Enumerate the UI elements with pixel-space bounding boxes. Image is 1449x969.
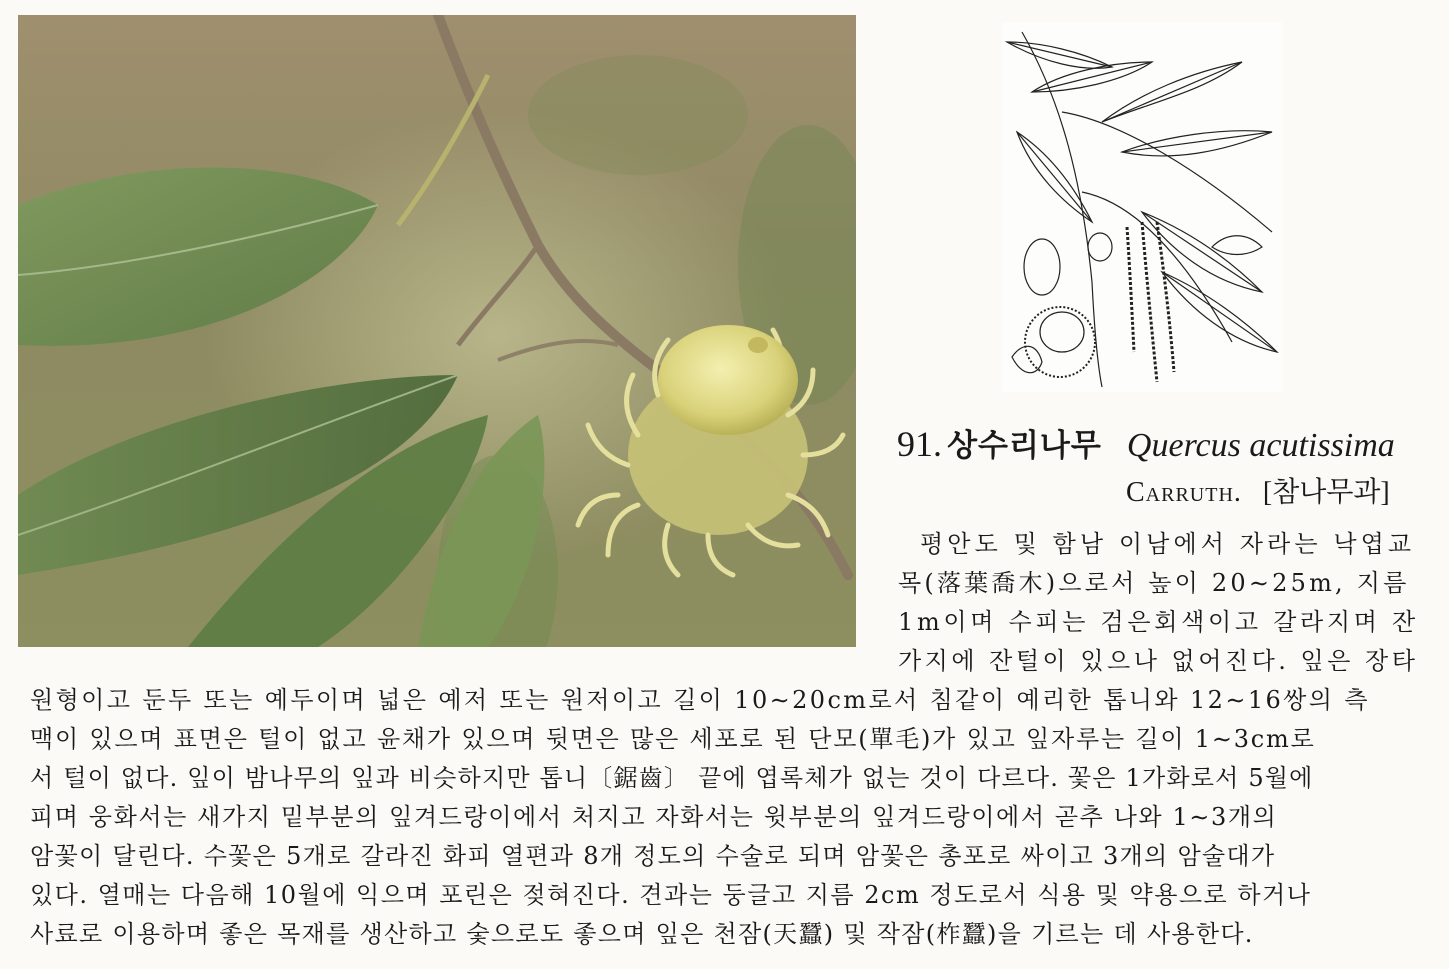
drawing-illustration [1002, 22, 1282, 392]
species-heading [897, 420, 1417, 470]
body-line: 맥이 있으며 표면은 털이 없고 윤채가 있으며 뒷면은 많은 세포로 된 단모(單毛)가 있고 잎자루는 길이 1∼3cm로 [30, 725, 1316, 753]
body-line: 목(落葉喬木)으로서 높이 20∼25m, 지름 [898, 569, 1410, 597]
body-line: 가지에 잔털이 있으나 없어진다. 잎은 장타 [898, 647, 1419, 675]
species-number: 91. [897, 424, 942, 464]
body-line: 1m이며 수피는 검은회색이고 갈라지며 잔 [898, 608, 1419, 636]
botanical-line-drawing [1002, 22, 1282, 392]
oak-acorn-photo [18, 15, 856, 647]
body-line: 서 털이 없다. 잎이 밤나무의 잎과 비슷하지만 톱니〔鋸齒〕 끝에 엽록체가 없는 것이 다르다. 꽃은 1가화로서 5월에 [30, 764, 1314, 792]
body-line: 평안도 및 함남 이남에서 자라는 낙엽교 [920, 530, 1416, 558]
species-korean-name: 상수리나무 [947, 428, 1102, 464]
species-author-family [1126, 470, 1416, 508]
body-line: 사료로 이용하며 좋은 목재를 생산하고 숯으로도 좋으며 잎은 천잠(天蠶) 및 작잠(柞蠶)을 기르는 데 사용한다. [30, 920, 1254, 948]
body-line: 피며 웅화서는 새가지 밑부분의 잎겨드랑이에서 처지고 자화서는 윗부분의 잎겨드랑이에서 곧추 나와 1∼3개의 [30, 803, 1278, 831]
body-line: 원형이고 둔두 또는 예두이며 넓은 예저 또는 원저이고 길이 10∼20cm로서 침같이 예리한 톱니와 12∼16쌍의 측 [30, 686, 1370, 714]
photo-illustration [18, 15, 856, 647]
body-line: 있다. 열매는 다음해 10월에 익으며 포린은 젖혀진다. 견과는 둥글고 지름 2cm 정도로서 식용 및 약용으로 하거나 [30, 881, 1312, 909]
body-line: 암꽃이 달린다. 수꽃은 5개로 갈라진 화피 열편과 8개 정도의 수술로 되며 암꽃은 총포로 싸이고 3개의 암술대가 [30, 842, 1276, 870]
species-author: Carruth. [1126, 477, 1242, 508]
species-family: [참나무과] [1262, 477, 1390, 508]
species-scientific-name: Quercus acutissima [1126, 427, 1395, 464]
